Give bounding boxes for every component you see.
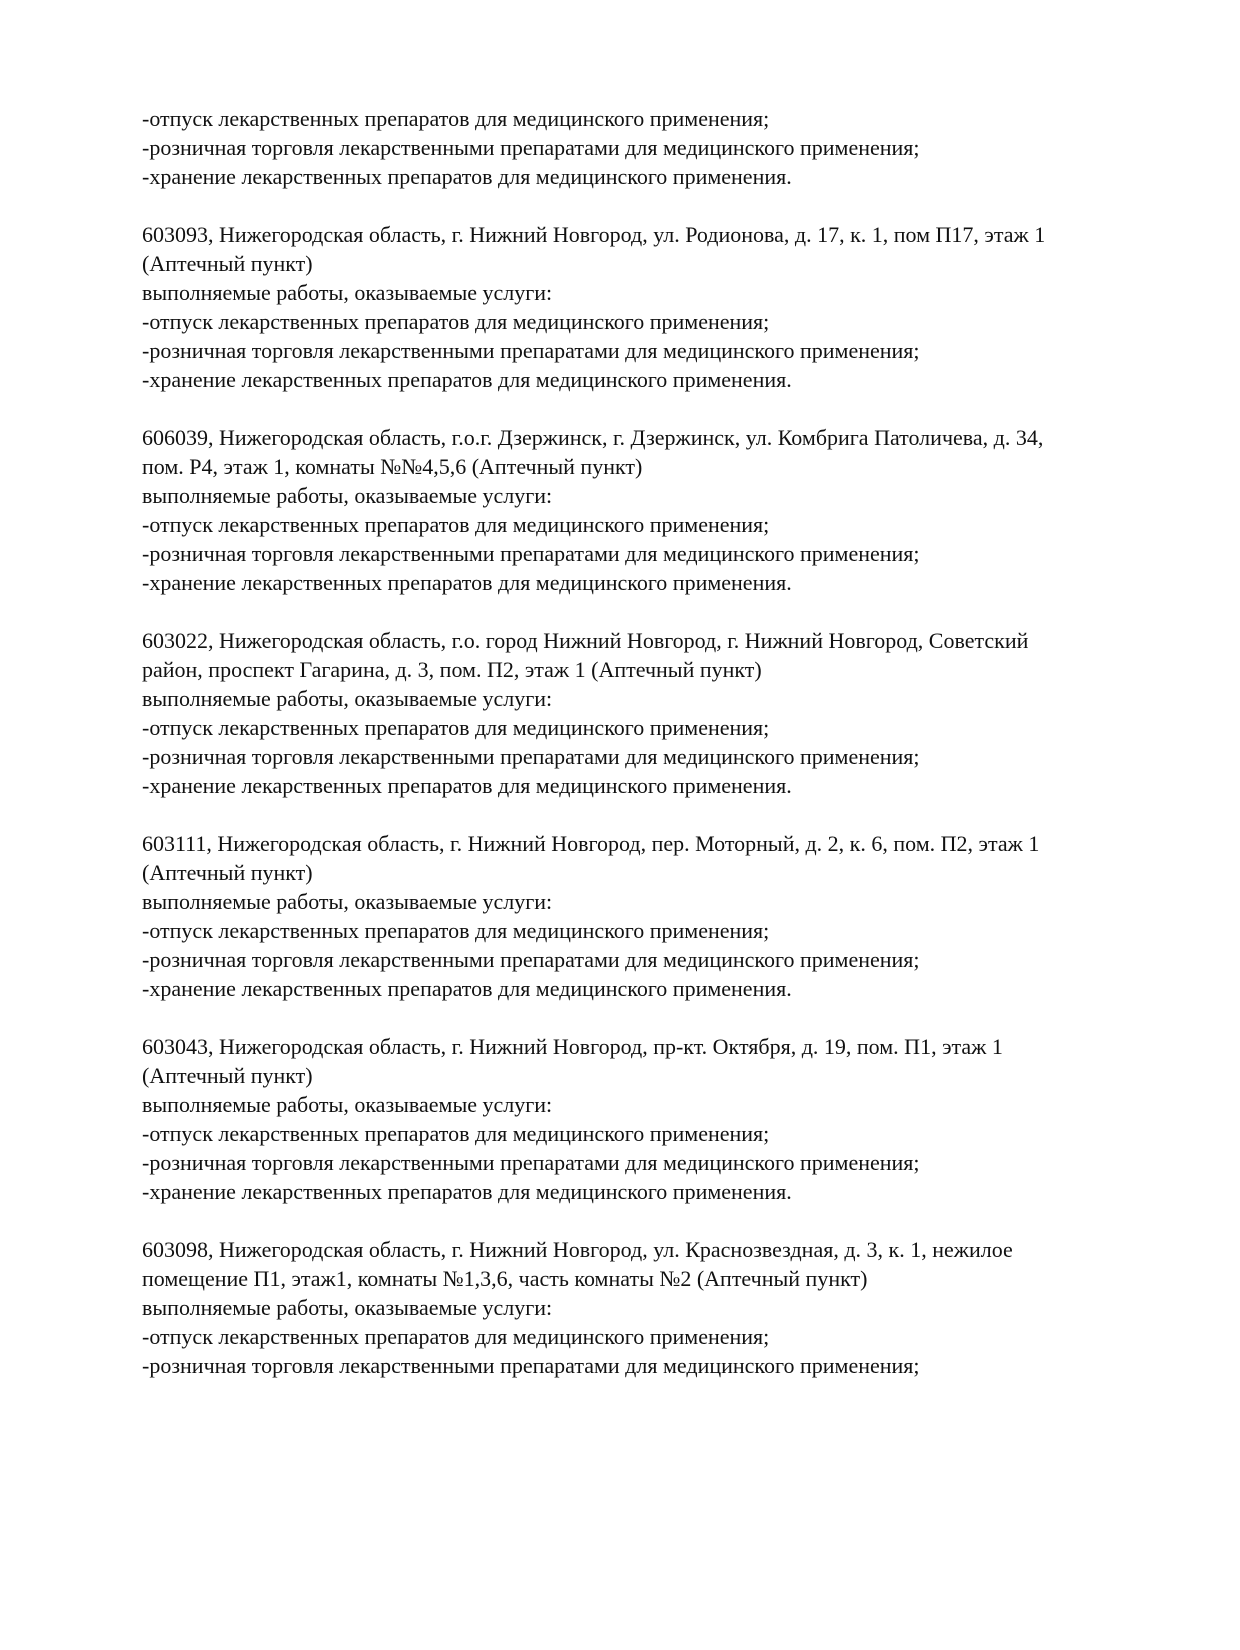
service-item: -отпуск лекарственных препаратов для медицинского применения; [142,918,770,943]
pharmacy-point-block [142,1032,1162,1206]
address-line: помещение П1, этаж1, комнаты №1,3,6, часть комнаты №2 (Аптечный пункт) [142,1266,868,1291]
service-item: -розничная торговля лекарственными препаратами для медицинского применения; [142,1150,920,1175]
service-item: -отпуск лекарственных препаратов для медицинского применения; [142,715,770,740]
service-item: -розничная торговля лекарственными препаратами для медицинского применения; [142,947,920,972]
service-item: -розничная торговля лекарственными препаратами для медицинского применения; [142,744,920,769]
service-item: -розничная торговля лекарственными препаратами для медицинского применения; [142,1353,920,1378]
address-line: (Аптечный пункт) [142,251,313,276]
pharmacy-point-block [142,423,1162,597]
address-line: (Аптечный пункт) [142,860,313,885]
pharmacy-point-block [142,626,1162,800]
service-item: -розничная торговля лекарственными препаратами для медицинского применения; [142,135,920,160]
service-item: -отпуск лекарственных препаратов для медицинского применения; [142,106,770,131]
service-item: -отпуск лекарственных препаратов для медицинского применения; [142,309,770,334]
address-line: 603022, Нижегородская область, г.о. город Нижний Новгород, г. Нижний Новгород, Советский [142,628,1029,653]
services-heading: выполняемые работы, оказываемые услуги: [142,1295,553,1320]
pharmacy-point-block [142,1235,1162,1380]
document-body [142,104,1162,1380]
address-line: 603098, Нижегородская область, г. Нижний Новгород, ул. Краснозвездная, д. 3, к. 1, нежилое [142,1237,1013,1262]
services-heading: выполняемые работы, оказываемые услуги: [142,686,553,711]
address-line: 603111, Нижегородская область, г. Нижний Новгород, пер. Моторный, д. 2, к. 6, пом. П2, этаж 1 [142,831,1040,856]
address-line: пом. Р4, этаж 1, комнаты №№4,5,6 (Аптечный пункт) [142,454,643,479]
pharmacy-point-block [142,829,1162,1003]
services-heading: выполняемые работы, оказываемые услуги: [142,889,553,914]
address-line: 603093, Нижегородская область, г. Нижний Новгород, ул. Родионова, д. 17, к. 1, пом П17, этаж 1 [142,222,1046,247]
intro-services-list [142,104,1162,191]
address-line: 606039, Нижегородская область, г.о.г. Дзержинск, г. Дзержинск, ул. Комбрига Патоличева, д. 34, [142,425,1044,450]
service-item: -хранение лекарственных препаратов для медицинского применения. [142,773,792,798]
service-item: -хранение лекарственных препаратов для медицинского применения. [142,570,792,595]
service-item: -хранение лекарственных препаратов для медицинского применения. [142,1179,792,1204]
service-item: -отпуск лекарственных препаратов для медицинского применения; [142,512,770,537]
service-item: -отпуск лекарственных препаратов для медицинского применения; [142,1121,770,1146]
service-item: -хранение лекарственных препаратов для медицинского применения. [142,367,792,392]
services-heading: выполняемые работы, оказываемые услуги: [142,1092,553,1117]
service-item: -хранение лекарственных препаратов для медицинского применения. [142,164,792,189]
address-line: 603043, Нижегородская область, г. Нижний Новгород, пр-кт. Октября, д. 19, пом. П1, этаж 1 [142,1034,1003,1059]
pharmacy-point-block [142,220,1162,394]
address-line: (Аптечный пункт) [142,1063,313,1088]
service-item: -розничная торговля лекарственными препаратами для медицинского применения; [142,541,920,566]
service-item: -отпуск лекарственных препаратов для медицинского применения; [142,1324,770,1349]
services-heading: выполняемые работы, оказываемые услуги: [142,280,553,305]
address-line: район, проспект Гагарина, д. 3, пом. П2, этаж 1 (Аптечный пункт) [142,657,762,682]
services-heading: выполняемые работы, оказываемые услуги: [142,483,553,508]
service-item: -хранение лекарственных препаратов для медицинского применения. [142,976,792,1001]
service-item: -розничная торговля лекарственными препаратами для медицинского применения; [142,338,920,363]
